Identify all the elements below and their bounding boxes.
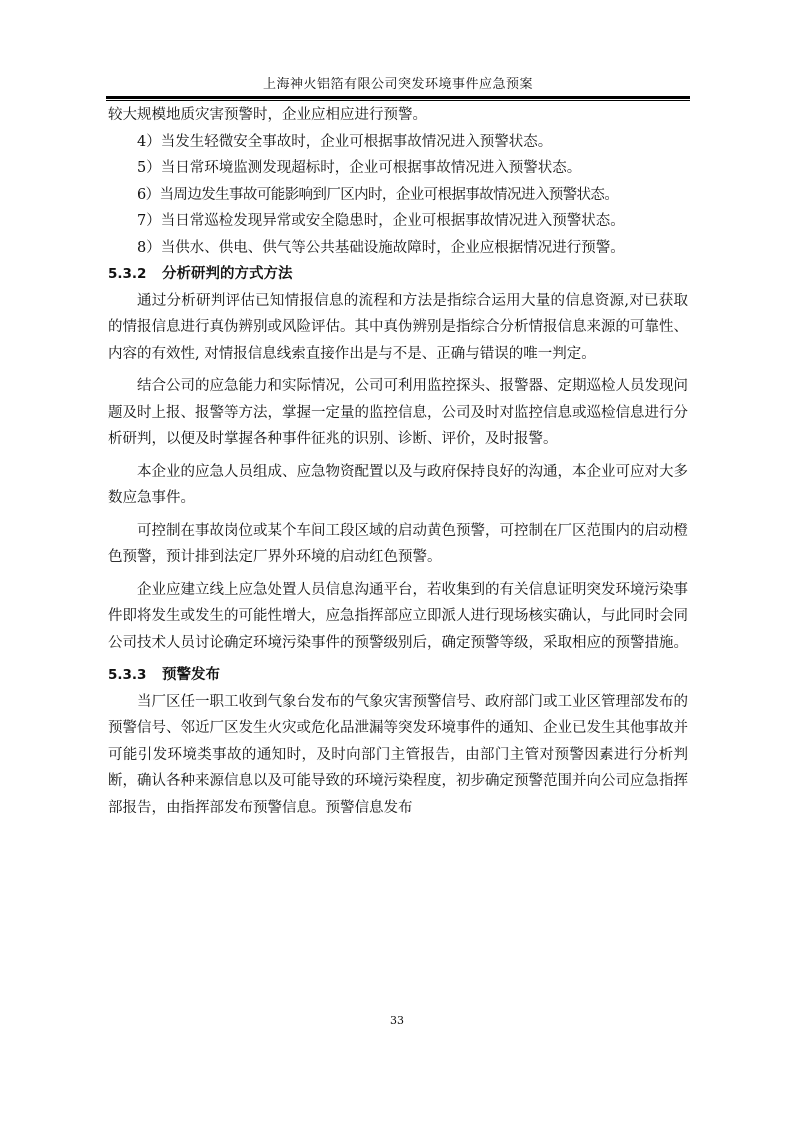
paragraph: 通过分析研判评估已知情报信息的流程和方法是指综合运用大量的信息资源,对已获取的情报信息进行真伪辨别或风险评估。其中真伪辨别是指综合分析情报信息来源的可靠性、内容的有效性, 对情报信息线索直接作出是与不是、正确与错误的唯一判定。 [108,292,688,362]
section-heading-5-3-3 [108,662,688,689]
paragraph: 企业应建立线上应急处置人员信息沟通平台，若收集到的有关信息证明突发环境污染事件即将发生或发生的可能性增大，应急指挥部应立即派人进行现场核实确认，与此同时会同公司技术人员讨论确定环境污染事件的预警级别后，确定预警等级，采取相应的预警措施。 [108,581,688,651]
section-title: 预警发布 [162,666,220,683]
paragraph: 结合公司的应急能力和实际情况，公司可利用监控探头、报警器、定期巡检人员发现问题及时上报、报警等方法，掌握一定量的监控信息，公司及时对监控信息或巡检信息进行分析研判，以便及时掌握各种事件征兆的识别、诊断、评价，及时报警。 [108,378,688,447]
list-item: 7）当日常巡检发现异常或安全隐患时，企业可根据事故情况进入预警状态。 [137,213,625,229]
list-item: 4）当发生轻微安全事故时，企业可根据事故情况进入预警状态。 [137,133,553,150]
paragraph: 可控制在事故岗位或某个车间工段区域的启动黄色预警，可控制在厂区范围内的启动橙色预警，预计排到法定厂界外环境的启动红色预警。 [108,522,688,565]
list-item: 5）当日常环境监测发现超标时，企业可根据事故情况进入预警状态。 [137,160,582,176]
section-number: 5.3.2 [108,266,147,282]
section-heading-5-3-2 [108,261,688,288]
section-number: 5.3.3 [108,667,147,683]
paragraph: 当厂区任一职工收到气象台发布的气象灾害预警信号、政府部门或工业区管理部发布的预警信号、邻近厂区发生火灾或危化品泄漏等突发环境事件的通知、企业已发生其他事故并可能引发环境类事故的通知时，及时向部门主管报告，由部门主管对预警因素进行分析判断，确认各种来源信息以及可能导致的环境污染程度，初步确定预警范围并向公司应急指挥部报告，由指挥部发布预警信息。预警信息发布 [108,693,688,816]
header-rule-thick [106,96,690,99]
list-item: 6）当周边发生事故可能影响到厂区内时，企业可根据事故情况进入预警状态。 [137,186,619,203]
continued-line: 较大规模地质灾害预警时，企业应相应进行预警。 [108,107,427,123]
document-body [108,102,688,821]
page-number: 33 [390,1014,404,1027]
running-header: 上海神火铝箔有限公司突发环境事件应急预案 [262,77,533,92]
list-item: 8）当供水、供电、供气等公共基础设施故障时，企业应根据情况进行预警。 [137,239,625,256]
paragraph: 本企业的应急人员组成、应急物资配置以及与政府保持良好的沟通，本企业可应对大多数应急事件。 [108,463,688,506]
header-rule-thin [106,100,690,101]
section-title: 分析研判的方式方法 [162,265,293,282]
